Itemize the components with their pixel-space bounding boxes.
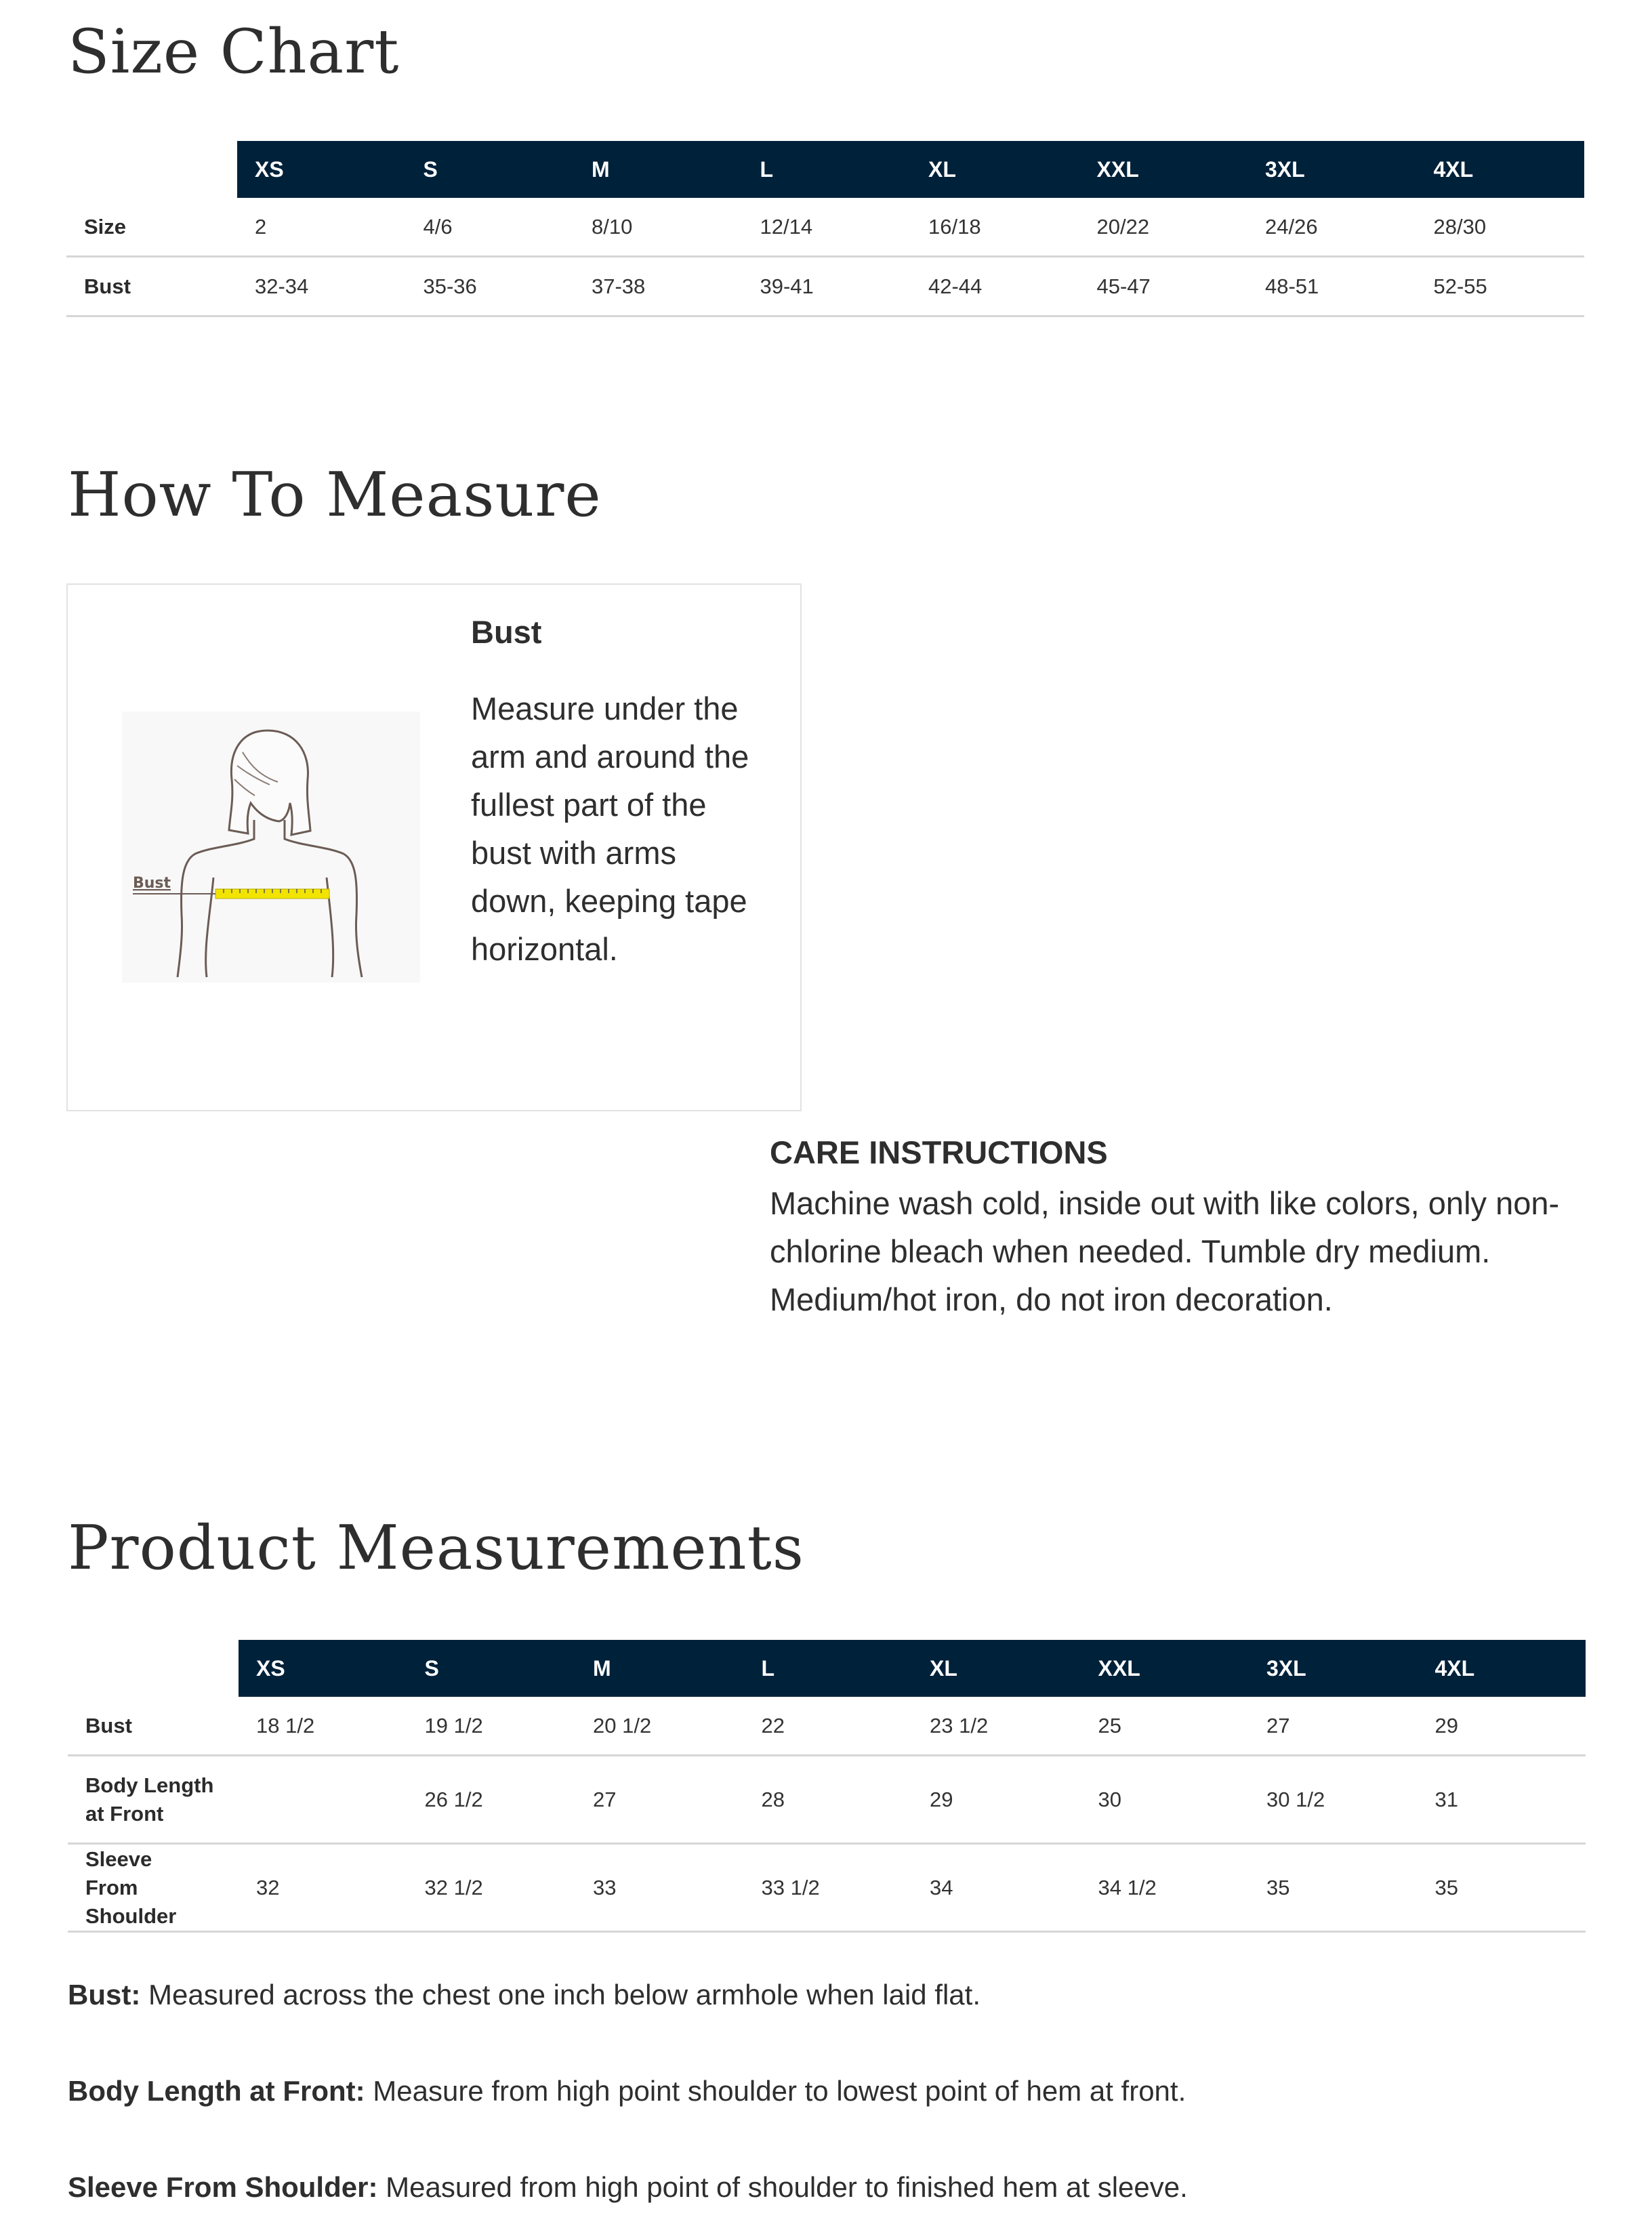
bust-note xyxy=(68,1979,980,2011)
figure-bust-label: Bust xyxy=(133,875,171,892)
table-cell: 28 xyxy=(761,1787,785,1811)
table-cell: 4/6 xyxy=(423,214,453,239)
table-cell: 39-41 xyxy=(760,274,814,298)
header-cell: 3XL xyxy=(1266,1655,1306,1681)
table-cell: 48-51 xyxy=(1265,274,1319,298)
table-cell: 33 xyxy=(593,1875,617,1899)
product-measurements-header xyxy=(239,1640,1586,1697)
table-row xyxy=(66,258,1584,317)
table-cell: 31 xyxy=(1434,1787,1458,1811)
note-term: Body Length at Front: xyxy=(68,2075,365,2107)
table-cell: 8/10 xyxy=(592,214,633,239)
table-cell: 25 xyxy=(1098,1713,1121,1737)
header-cell: XS xyxy=(255,157,284,182)
header-cell: XXL xyxy=(1096,157,1139,182)
table-cell: 20/22 xyxy=(1096,214,1150,239)
bust-measure-figure xyxy=(115,712,427,983)
header-cell: M xyxy=(593,1655,611,1681)
table-cell: 32 1/2 xyxy=(424,1875,483,1899)
header-cell: S xyxy=(423,157,438,182)
row-label: Bust xyxy=(85,1713,132,1737)
note-text: Measure from high point shoulder to lowest point of hem at front. xyxy=(365,2075,1186,2107)
table-cell: 34 1/2 xyxy=(1098,1875,1157,1899)
table-cell: 52-55 xyxy=(1433,274,1487,298)
table-cell: 37-38 xyxy=(592,274,646,298)
size-chart-table xyxy=(66,141,1584,317)
care-instructions-title: CARE INSTRUCTIONS xyxy=(770,1134,1108,1170)
table-row xyxy=(68,1756,1586,1845)
header-cell: 4XL xyxy=(1433,157,1474,182)
note-term: Sleeve From Shoulder: xyxy=(68,2171,378,2203)
table-cell: 27 xyxy=(593,1787,617,1811)
header-cell: XL xyxy=(930,1655,957,1681)
size-chart-header xyxy=(237,141,1584,198)
table-cell: 32 xyxy=(256,1875,280,1899)
header-cell: XL xyxy=(928,157,956,182)
header-cell: L xyxy=(761,1655,775,1681)
row-label: Body Length at Front xyxy=(85,1773,214,1826)
table-cell: 26 1/2 xyxy=(424,1787,483,1811)
table-cell: 22 xyxy=(761,1713,785,1737)
table-row xyxy=(66,198,1584,258)
table-cell: 19 1/2 xyxy=(424,1713,483,1737)
table-row xyxy=(68,1697,1586,1756)
note-term: Bust: xyxy=(68,1979,141,2011)
table-cell: 33 1/2 xyxy=(761,1875,820,1899)
table-cell: 34 xyxy=(930,1875,953,1899)
header-cell: 4XL xyxy=(1434,1655,1475,1681)
body-length-note xyxy=(68,2075,1186,2107)
product-measurements-title: Product Measurements xyxy=(68,1512,804,1584)
table-cell: 12/14 xyxy=(760,214,813,239)
header-cell: L xyxy=(760,157,774,182)
note-text: Measured from high point of shoulder to finished hem at sleeve. xyxy=(377,2171,1188,2203)
bust-heading: Bust xyxy=(471,614,542,650)
table-cell: 35-36 xyxy=(423,274,477,298)
header-cell: 3XL xyxy=(1265,157,1305,182)
table-cell: 35 xyxy=(1266,1875,1290,1899)
table-cell: 32-34 xyxy=(255,274,309,298)
table-cell: 27 xyxy=(1266,1713,1290,1737)
header-cell: M xyxy=(592,157,610,182)
head-outline xyxy=(229,730,310,835)
table-cell: 2 xyxy=(255,214,267,239)
header-cell: XS xyxy=(256,1655,285,1681)
table-cell: 29 xyxy=(930,1787,953,1811)
bust-description: Measure under the arm and around the fullest part of the bust with arms down, keeping tape horizontal. xyxy=(471,691,749,967)
table-cell: 30 xyxy=(1098,1787,1121,1811)
how-to-measure-title: How To Measure xyxy=(68,459,602,531)
table-cell: 35 xyxy=(1434,1875,1458,1899)
sleeve-note xyxy=(68,2171,1188,2204)
table-cell: 30 1/2 xyxy=(1266,1787,1325,1811)
note-text: Measured across the chest one inch below armhole when laid flat. xyxy=(140,1979,981,2011)
row-label: Size xyxy=(84,214,127,239)
table-cell: 42-44 xyxy=(928,274,983,298)
header-cell: S xyxy=(424,1655,439,1681)
product-measurements-table xyxy=(68,1640,1586,1933)
table-cell: 45-47 xyxy=(1096,274,1151,298)
row-label: Bust xyxy=(84,274,131,298)
table-cell: 16/18 xyxy=(928,214,981,239)
size-chart-title: Size Chart xyxy=(68,16,400,87)
row-label: Sleeve From Shoulder xyxy=(85,1847,177,1928)
table-cell: 29 xyxy=(1434,1713,1458,1737)
table-cell: 24/26 xyxy=(1265,214,1318,239)
table-cell: 18 1/2 xyxy=(256,1713,315,1737)
table-cell: 20 1/2 xyxy=(593,1713,652,1737)
header-cell: XXL xyxy=(1098,1655,1140,1681)
table-row xyxy=(68,1845,1586,1933)
table-cell: 28/30 xyxy=(1433,214,1487,239)
care-instructions-text: Machine wash cold, inside out with like colors, only non-chlorine bleach when needed. Tumble dry medium. Medium/hot iron, do not iron decoration. xyxy=(770,1185,1560,1317)
table-cell: 23 1/2 xyxy=(930,1713,989,1737)
